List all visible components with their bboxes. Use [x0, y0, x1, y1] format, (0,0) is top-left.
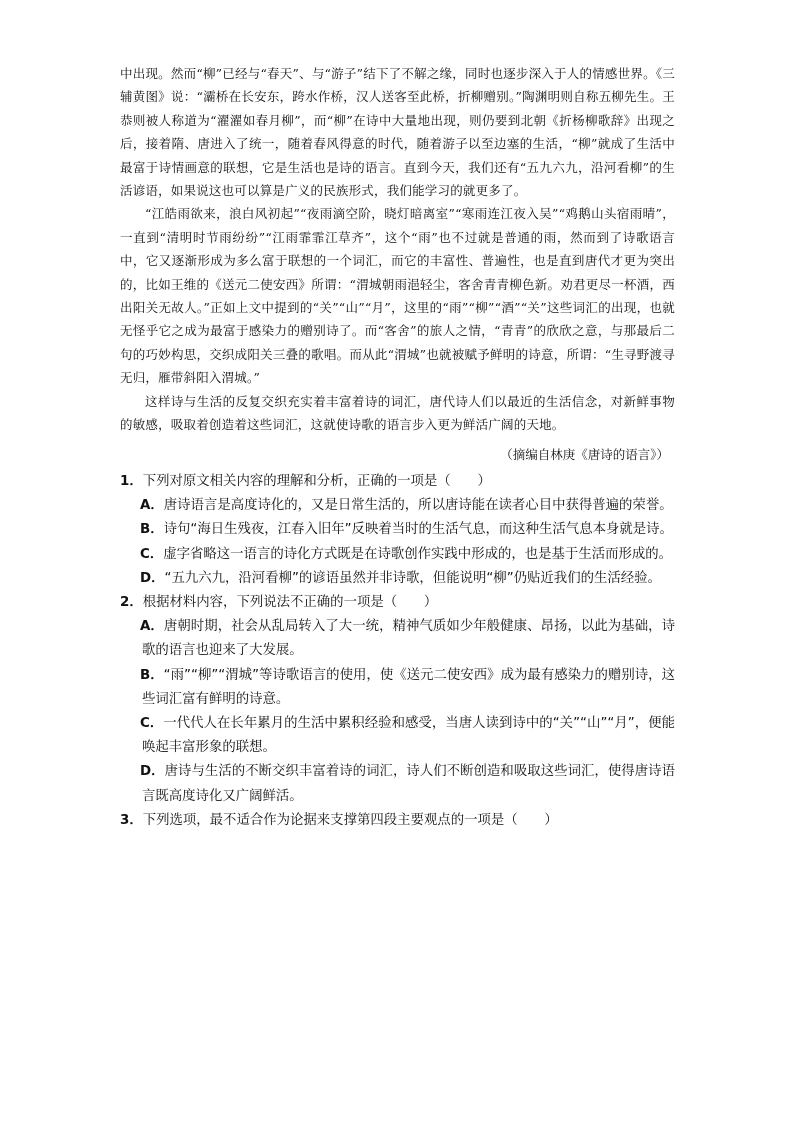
- option-text: 虚字省略这一语言的诗化方式既是在诗歌创作实践中形成的，也是基于生活而形成的。: [163, 546, 673, 562]
- passage-paragraph-2: “江皓雨欲来，浪白风初起”“夜雨滴空阶，晓灯暗离室”“寒雨连江夜入吴”“鸡鹅山头宿雨晴”，一直到“清明时节雨纷纷”“江雨霏霏江草齐”，这个“雨”也不过就是普通的雨，然而到了诗歌语言中，它又逐渐形成为多么富于联想的一个词汇，而它的丰富性、普遍性，也是直到唐代才更为突出的，比如王维的《送元二使安西》所谓：“渭城朝雨浥轻尘，客舍青青柳色新。劝君更尽一杯酒，西出阳关无故人。”正如上文中提到的“关”“山”“月”，这里的“雨”“柳”“酒”“关”这些词汇的出现，也就无怪乎它之成为最富于感染力的赠别诗了。而“客舍”的旅人之情，“青青”的欣欣之意，与那最后二句的巧妙构思，交织成阳关三叠的歌唱。而从此“渭城”也就被赋予鲜明的诗意，所谓：“生寻野渡寻无归，雁带斜阳入渭城。”: [120, 206, 675, 386]
- question-text: 下列选项，最不适合作为论据来支撑第四段主要观点的一项是（ ）: [142, 812, 558, 828]
- question-number: 2．: [120, 594, 143, 610]
- option-letter: A．: [140, 498, 164, 514]
- question-stem: [120, 470, 675, 494]
- question-list: [120, 470, 675, 833]
- option-text: 一代代人在长年累月的生活中累积经验和感受，当唐人读到诗中的“关”“山”“月”，便能唤起丰富形象的联想。: [142, 715, 675, 756]
- option-1c: [120, 543, 675, 567]
- option-2b: [120, 664, 675, 712]
- option-1a: [120, 494, 675, 518]
- option-text: “五九六九，沿河看柳”的谚语虽然并非诗歌，但能说明“柳”仍贴近我们的生活经验。: [164, 570, 661, 586]
- question-stem: [120, 809, 675, 833]
- option-letter: C．: [140, 546, 164, 562]
- passage-paragraph-3: 这样诗与生活的反复交织充实着丰富着诗的词汇，唐代诗人们以最近的生活信念，对新鲜事物的敏感，吸取着创造着这些词汇，这就使诗歌的语言步入更为鲜活广阔的天地。: [120, 393, 675, 433]
- question-number: 1．: [120, 473, 143, 489]
- question-text: 下列对原文相关内容的理解和分析，正确的一项是（ ）: [142, 473, 491, 489]
- option-letter: B．: [140, 667, 164, 683]
- option-text: “雨”“柳”“渭城”等诗歌语言的使用，使《送元二使安西》成为最有感染力的赠别诗，这些词汇富有鲜明的诗意。: [142, 667, 675, 707]
- passage-paragraph-1: 中出现。然而“柳”已经与“春天”、与“游子”结下了不解之缘，同时也逐步深入于人的情感世界。《三辅黄图》说：“灞桥在长安东，跨水作桥，汉人送客至此桥，折柳赠别。”陶渊明则自称五柳先生。王恭则被人称道为“濯濯如春月柳”，而“柳”在诗中大量地出现，则仍要到北朝《折杨柳歌辞》出现之后，接着隋、唐进入了统一，随着春风得意的时代，随着游子以至边塞的生活，“柳”就成了生活中最富于诗情画意的联想，它是生活也是诗的语言。直到今天，我们还有“五九六九，沿河看柳”的生活谚语，如果说这也可以算是广义的民族形式，我们能学习的就更多了。: [120, 66, 675, 199]
- option-1b: [120, 518, 675, 542]
- question-3: [120, 809, 675, 833]
- option-letter: D．: [140, 570, 165, 586]
- option-2c: [120, 712, 675, 760]
- question-text: 根据材料内容，下列说法不正确的一项是（ ）: [142, 594, 438, 610]
- option-text: 诗句“海日生残夜，江春入旧年”反映着当时的生活气息，而这种生活气息本身就是诗。: [163, 522, 673, 538]
- option-2d: [120, 760, 675, 808]
- question-stem: [120, 591, 675, 615]
- question-number: 3．: [120, 812, 143, 828]
- option-letter: C．: [140, 715, 164, 731]
- option-1d: [120, 567, 675, 591]
- reading-passage: [120, 62, 675, 466]
- option-letter: B．: [140, 522, 164, 538]
- option-2a: [120, 615, 675, 663]
- document-content: [120, 62, 675, 833]
- option-letter: D．: [140, 764, 165, 780]
- option-letter: A．: [140, 619, 164, 635]
- option-text: 唐朝时期，社会从乱局转入了大一统，精神气质如少年般健康、昂扬，以此为基础，诗歌的语言也迎来了大发展。: [142, 619, 675, 659]
- question-2: [120, 591, 675, 809]
- option-text: 唐诗与生活的不断交织丰富着诗的词汇，诗人们不断创造和吸取这些词汇，使得唐诗语言既高度诗化又广阔鲜活。: [142, 764, 675, 804]
- passage-citation: （摘编自林庚《唐诗的语言》）: [500, 446, 669, 462]
- option-text: 唐诗语言是高度诗化的，又是日常生活的，所以唐诗能在读者心目中获得普遍的荣誉。: [163, 498, 673, 514]
- question-1: [120, 470, 675, 591]
